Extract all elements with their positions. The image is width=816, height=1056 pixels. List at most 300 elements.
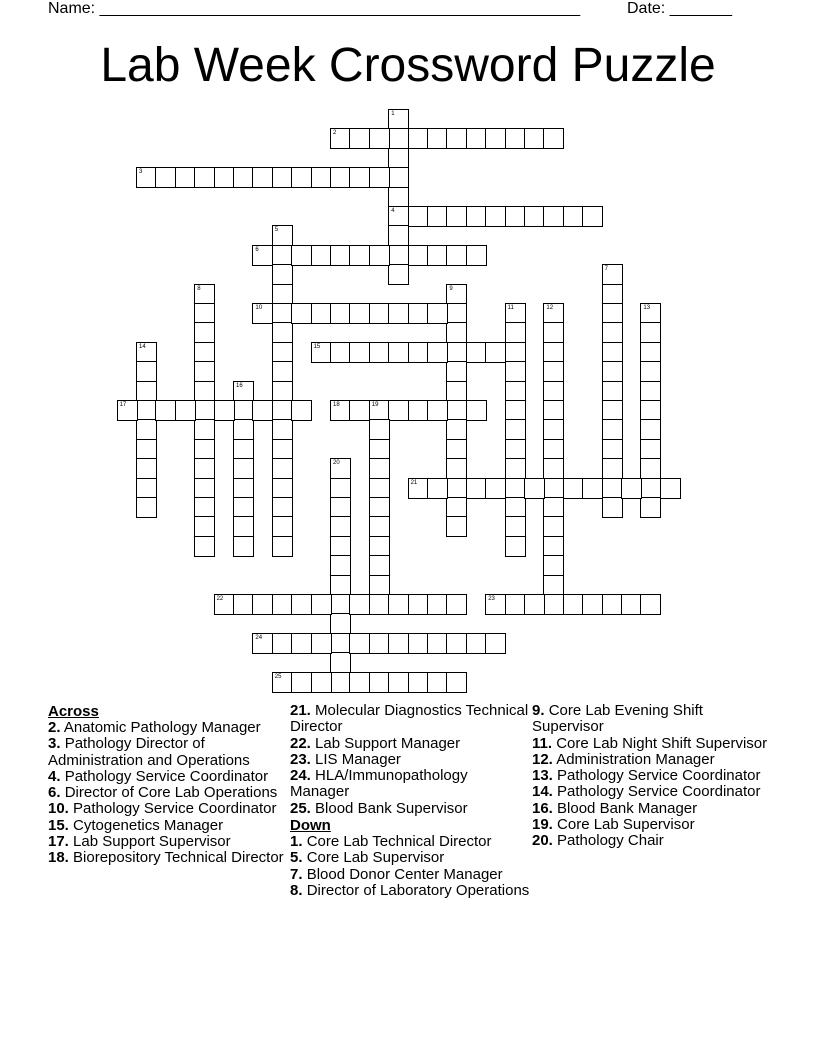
crossword-cell[interactable] [291, 633, 312, 654]
crossword-cell[interactable] [388, 206, 409, 227]
crossword-cell[interactable] [349, 342, 370, 363]
crossword-cell[interactable] [485, 128, 506, 149]
crossword-cell[interactable] [194, 167, 215, 188]
crossword-cell[interactable] [369, 594, 390, 615]
crossword-cell[interactable] [446, 419, 467, 440]
crossword-cell[interactable] [543, 497, 564, 518]
crossword-cell[interactable] [272, 497, 293, 518]
crossword-cell[interactable] [543, 536, 564, 557]
crossword-cell[interactable] [233, 458, 254, 479]
crossword-cell[interactable] [272, 516, 293, 537]
crossword-cell[interactable] [233, 381, 254, 402]
crossword-cell[interactable] [543, 342, 564, 363]
crossword-cell[interactable] [602, 342, 623, 363]
crossword-cell[interactable] [543, 128, 564, 149]
crossword-cell[interactable] [388, 672, 409, 693]
date-field-label: Date: _______ [627, 0, 732, 17]
crossword-cell[interactable] [524, 594, 545, 615]
crossword-cell[interactable] [408, 206, 429, 227]
crossword-cell[interactable] [543, 400, 564, 421]
crossword-cell[interactable] [291, 245, 312, 266]
crossword-cell[interactable] [369, 342, 390, 363]
crossword-cell[interactable] [466, 206, 487, 227]
crossword-cell[interactable] [408, 478, 429, 499]
crossword-cell[interactable] [194, 284, 215, 305]
crossword-cell[interactable] [427, 342, 448, 363]
crossword-cell[interactable] [388, 303, 409, 324]
crossword-cell[interactable] [505, 497, 526, 518]
crossword-cell[interactable] [349, 633, 370, 654]
crossword-cell[interactable] [660, 478, 681, 499]
crossword-cell[interactable] [330, 400, 351, 421]
crossword-cell[interactable] [252, 303, 273, 324]
crossword-cell[interactable] [524, 128, 545, 149]
crossword-cell[interactable] [446, 672, 467, 693]
crossword-cell[interactable] [388, 594, 409, 615]
crossword-cell[interactable] [543, 381, 564, 402]
crossword-cell[interactable] [272, 439, 293, 460]
crossword-cell[interactable] [388, 148, 409, 169]
crossword-cell[interactable] [330, 672, 351, 693]
crossword-cell[interactable] [272, 303, 293, 324]
crossword-cell[interactable] [446, 478, 467, 499]
clue-down-9: 9. Core Lab Evening Shift Supervisor [532, 702, 703, 736]
crossword-cell[interactable] [369, 672, 390, 693]
crossword-cell[interactable] [214, 400, 235, 421]
crossword-cell[interactable] [640, 303, 661, 324]
crossword-cell[interactable] [505, 303, 526, 324]
crossword-cell[interactable] [330, 497, 351, 518]
crossword-cell[interactable] [388, 633, 409, 654]
crossword-cell[interactable] [543, 303, 564, 324]
crossword-cell[interactable] [446, 381, 467, 402]
crossword-cell[interactable] [602, 381, 623, 402]
crossword-cell[interactable] [252, 245, 273, 266]
crossword-cell[interactable] [155, 400, 176, 421]
crossword-cell[interactable] [252, 594, 273, 615]
crossword-cell[interactable] [563, 594, 584, 615]
crossword-cell[interactable] [621, 478, 642, 499]
crossword-cell[interactable] [330, 633, 351, 654]
crossword-cell[interactable] [136, 497, 157, 518]
crossword-cell[interactable] [330, 536, 351, 557]
crossword-cell[interactable] [446, 284, 467, 305]
crossword-cell[interactable] [543, 322, 564, 343]
crossword-cell[interactable] [194, 458, 215, 479]
crossword-cell[interactable] [136, 167, 157, 188]
crossword-cell[interactable] [330, 613, 351, 634]
crossword-cell[interactable] [272, 361, 293, 382]
crossword-cell[interactable] [446, 400, 467, 421]
crossword-cell[interactable] [388, 245, 409, 266]
crossword-cell[interactable] [505, 536, 526, 557]
clue-down-13: 13. Pathology Service Coordinator [532, 767, 761, 785]
crossword-cell[interactable] [602, 458, 623, 479]
crossword-cell[interactable] [369, 400, 390, 421]
crossword-cell[interactable] [388, 400, 409, 421]
crossword-cell[interactable] [640, 400, 661, 421]
across-heading: Across [48, 703, 99, 720]
crossword-cell[interactable] [640, 497, 661, 518]
crossword-cell[interactable] [233, 419, 254, 440]
crossword-cell[interactable] [291, 672, 312, 693]
crossword-cell[interactable] [505, 342, 526, 363]
crossword-cell[interactable] [408, 400, 429, 421]
crossword-cell[interactable] [388, 167, 409, 188]
crossword-cell[interactable] [446, 303, 467, 324]
crossword-cell[interactable] [330, 303, 351, 324]
crossword-cell[interactable] [543, 458, 564, 479]
crossword-cell[interactable] [136, 400, 157, 421]
crossword-cell[interactable] [408, 245, 429, 266]
crossword-cell[interactable] [446, 361, 467, 382]
crossword-cell[interactable] [505, 361, 526, 382]
crossword-cell[interactable] [272, 594, 293, 615]
crossword-cell[interactable] [602, 400, 623, 421]
clue-number: 14 [139, 343, 146, 350]
crossword-cell[interactable] [369, 633, 390, 654]
crossword-cell[interactable] [155, 167, 176, 188]
crossword-cell[interactable] [369, 575, 390, 596]
crossword-cell[interactable] [466, 128, 487, 149]
crossword-cell[interactable] [117, 400, 138, 421]
crossword-cell[interactable] [388, 109, 409, 130]
clue-down-14: 14. Pathology Service Coordinator [532, 783, 761, 801]
crossword-cell[interactable] [446, 245, 467, 266]
crossword-cell[interactable] [427, 128, 448, 149]
crossword-cell[interactable] [272, 400, 293, 421]
crossword-cell[interactable] [485, 342, 506, 363]
crossword-cell[interactable] [505, 206, 526, 227]
crossword-cell[interactable] [505, 458, 526, 479]
crossword-cell[interactable] [446, 342, 467, 363]
crossword-cell[interactable] [640, 361, 661, 382]
crossword-cell[interactable] [408, 633, 429, 654]
crossword-cell[interactable] [543, 478, 564, 499]
crossword-cell[interactable] [136, 478, 157, 499]
crossword-cell[interactable] [272, 245, 293, 266]
crossword-cell[interactable] [330, 128, 351, 149]
crossword-cell[interactable] [640, 381, 661, 402]
crossword-cell[interactable] [408, 672, 429, 693]
crossword-cell[interactable] [194, 303, 215, 324]
clues-column-3 [532, 703, 772, 850]
crossword-cell[interactable] [388, 342, 409, 363]
crossword-cell[interactable] [330, 478, 351, 499]
crossword-cell[interactable] [640, 419, 661, 440]
crossword-cell[interactable] [311, 672, 332, 693]
crossword-cell[interactable] [311, 167, 332, 188]
crossword-cell[interactable] [311, 594, 332, 615]
crossword-cell[interactable] [505, 439, 526, 460]
crossword-cell[interactable] [136, 381, 157, 402]
crossword-cell[interactable] [640, 322, 661, 343]
crossword-cell[interactable] [272, 167, 293, 188]
clue-number: 17 [119, 402, 127, 408]
crossword-cell[interactable] [388, 225, 409, 246]
crossword-cell[interactable] [505, 419, 526, 440]
clue-across-23: 23. LIS Manager [290, 750, 401, 768]
crossword-cell[interactable] [272, 419, 293, 440]
crossword-cell[interactable] [640, 439, 661, 460]
down-heading: Down [290, 817, 331, 835]
crossword-cell[interactable] [272, 458, 293, 479]
crossword-cell[interactable] [349, 594, 370, 615]
crossword-cell[interactable] [194, 536, 215, 557]
crossword-cell[interactable] [427, 245, 448, 266]
crossword-cell[interactable] [582, 206, 603, 227]
crossword-cell[interactable] [272, 342, 293, 363]
clues-column-1 [48, 703, 288, 867]
crossword-cell[interactable] [311, 633, 332, 654]
crossword-cell[interactable] [311, 342, 332, 363]
clue-number: 3 [139, 169, 143, 176]
crossword-cell[interactable] [252, 167, 273, 188]
crossword-cell[interactable] [466, 478, 487, 499]
crossword-cell[interactable] [194, 478, 215, 499]
clue-across-15: 15. Cytogenetics Manager [48, 816, 224, 834]
crossword-cell[interactable] [602, 303, 623, 324]
clue-down-20: 20. Pathology Chair [532, 832, 664, 850]
crossword-cell[interactable] [136, 361, 157, 382]
crossword-cell[interactable] [330, 516, 351, 537]
crossword-cell[interactable] [369, 167, 390, 188]
crossword-cell[interactable] [408, 342, 429, 363]
crossword-cell[interactable] [640, 594, 661, 615]
clues-column-2 [290, 703, 530, 899]
crossword-cell[interactable] [505, 128, 526, 149]
crossword-cell[interactable] [602, 478, 623, 499]
crossword-cell[interactable] [214, 594, 235, 615]
crossword-cell[interactable] [175, 167, 196, 188]
crossword-cell[interactable] [369, 303, 390, 324]
crossword-cell[interactable] [349, 400, 370, 421]
crossword-cell[interactable] [369, 128, 390, 149]
clue-down-5: 5. Core Lab Supervisor [290, 849, 445, 867]
crossword-cell[interactable] [446, 516, 467, 537]
crossword-cell[interactable] [543, 516, 564, 537]
crossword-cell[interactable] [427, 206, 448, 227]
crossword-cell[interactable] [272, 633, 293, 654]
crossword-cell[interactable] [272, 536, 293, 557]
crossword-cell[interactable] [388, 264, 409, 285]
crossword-cell[interactable] [505, 516, 526, 537]
clue-across-4: 4. Pathology Service Coordinator [48, 767, 269, 785]
crossword-cell[interactable] [349, 167, 370, 188]
crossword-cell[interactable] [369, 419, 390, 440]
crossword-cell[interactable] [349, 245, 370, 266]
clue-across-24: 24. HLA/Immunopathology Manager [290, 767, 468, 801]
crossword-cell[interactable] [582, 594, 603, 615]
crossword-cell[interactable] [582, 478, 603, 499]
crossword-cell[interactable] [505, 381, 526, 402]
clue-across-25: 25. Blood Bank Supervisor [290, 799, 468, 817]
crossword-cell[interactable] [543, 361, 564, 382]
crossword-cell[interactable] [233, 400, 254, 421]
crossword-cell[interactable] [505, 322, 526, 343]
crossword-cell[interactable] [252, 400, 273, 421]
crossword-cell[interactable] [427, 303, 448, 324]
crossword-cell[interactable] [466, 400, 487, 421]
crossword-cell[interactable] [388, 187, 409, 208]
crossword-cell[interactable] [446, 322, 467, 343]
crossword-cell[interactable] [311, 303, 332, 324]
crossword-cell[interactable] [330, 458, 351, 479]
crossword-cell[interactable] [602, 361, 623, 382]
crossword-cell[interactable] [272, 225, 293, 246]
crossword-cell[interactable] [408, 594, 429, 615]
crossword-cell[interactable] [543, 439, 564, 460]
crossword-cell[interactable] [233, 439, 254, 460]
crossword-cell[interactable] [427, 672, 448, 693]
clue-number: 19 [371, 402, 379, 408]
crossword-cell[interactable] [136, 419, 157, 440]
crossword-cell[interactable] [640, 342, 661, 363]
crossword-cell[interactable] [369, 516, 390, 537]
crossword-cell[interactable] [194, 439, 215, 460]
crossword-cell[interactable] [233, 516, 254, 537]
crossword-cell[interactable] [466, 633, 487, 654]
crossword-cell[interactable] [621, 594, 642, 615]
crossword-cell[interactable] [349, 672, 370, 693]
crossword-cell[interactable] [602, 419, 623, 440]
crossword-cell[interactable] [330, 342, 351, 363]
crossword-cell[interactable] [136, 439, 157, 460]
crossword-cell[interactable] [485, 206, 506, 227]
crossword-cell[interactable] [194, 400, 215, 421]
crossword-cell[interactable] [388, 128, 409, 149]
crossword-cell[interactable] [524, 478, 545, 499]
crossword-cell[interactable] [602, 594, 623, 615]
crossword-cell[interactable] [291, 167, 312, 188]
crossword-cell[interactable] [602, 322, 623, 343]
crossword-cell[interactable] [485, 633, 506, 654]
crossword-cell[interactable] [505, 400, 526, 421]
crossword-cell[interactable] [485, 594, 506, 615]
crossword-cell[interactable] [349, 303, 370, 324]
crossword-cell[interactable] [543, 594, 564, 615]
clue-across-17: 17. Lab Support Supervisor [48, 833, 231, 851]
crossword-cell[interactable] [543, 419, 564, 440]
crossword-cell[interactable] [505, 478, 526, 499]
crossword-cell[interactable] [408, 128, 429, 149]
crossword-cell[interactable] [446, 497, 467, 518]
crossword-cell[interactable] [543, 575, 564, 596]
crossword-cell[interactable] [408, 303, 429, 324]
crossword-cell[interactable] [563, 206, 584, 227]
crossword-cell[interactable] [349, 128, 370, 149]
crossword-cell[interactable] [446, 633, 467, 654]
crossword-cell[interactable] [485, 478, 506, 499]
crossword-cell[interactable] [194, 342, 215, 363]
crossword-cell[interactable] [446, 439, 467, 460]
crossword-cell[interactable] [272, 284, 293, 305]
clue-across-21: 21. Molecular Diagnostics Technical Director [290, 702, 529, 736]
crossword-cell[interactable] [543, 206, 564, 227]
crossword-cell[interactable] [466, 342, 487, 363]
crossword-cell[interactable] [252, 633, 273, 654]
clue-number: 12 [546, 305, 554, 311]
crossword-cell[interactable] [602, 264, 623, 285]
crossword-cell[interactable] [446, 458, 467, 479]
crossword-cell[interactable] [291, 594, 312, 615]
crossword-cell[interactable] [369, 478, 390, 499]
crossword-cell[interactable] [505, 594, 526, 615]
crossword-cell[interactable] [330, 167, 351, 188]
crossword-cell[interactable] [214, 167, 235, 188]
crossword-cell[interactable] [369, 497, 390, 518]
crossword-cell[interactable] [543, 555, 564, 576]
crossword-cell[interactable] [311, 245, 332, 266]
crossword-cell[interactable] [136, 458, 157, 479]
crossword-cell[interactable] [233, 594, 254, 615]
crossword-cell[interactable] [175, 400, 196, 421]
crossword-cell[interactable] [369, 536, 390, 557]
crossword-cell[interactable] [233, 536, 254, 557]
crossword-cell[interactable] [524, 206, 545, 227]
crossword-cell[interactable] [640, 458, 661, 479]
crossword-cell[interactable] [330, 575, 351, 596]
crossword-cell[interactable] [446, 206, 467, 227]
crossword-cell[interactable] [369, 439, 390, 460]
clue-across-6: 6. Director of Core Lab Operations [48, 784, 278, 802]
crossword-cell[interactable] [330, 594, 351, 615]
crossword-cell[interactable] [194, 516, 215, 537]
crossword-cell[interactable] [194, 381, 215, 402]
clue-number: 10 [255, 305, 263, 311]
clue-down-7: 7. Blood Donor Center Manager [290, 865, 503, 883]
crossword-cell[interactable] [194, 322, 215, 343]
crossword-cell[interactable] [602, 284, 623, 305]
crossword-cell[interactable] [446, 594, 467, 615]
crossword-cell[interactable] [136, 342, 157, 363]
crossword-cell[interactable] [563, 478, 584, 499]
crossword-cell[interactable] [272, 381, 293, 402]
crossword-cell[interactable] [446, 128, 467, 149]
crossword-cell[interactable] [194, 497, 215, 518]
crossword-cell[interactable] [602, 497, 623, 518]
crossword-cell[interactable] [330, 652, 351, 673]
crossword-cell[interactable] [427, 478, 448, 499]
crossword-cell[interactable] [272, 264, 293, 285]
crossword-cell[interactable] [291, 400, 312, 421]
clue-number: 9 [449, 285, 453, 292]
crossword-cell[interactable] [233, 497, 254, 518]
crossword-cell[interactable] [466, 245, 487, 266]
crossword-cell[interactable] [272, 672, 293, 693]
clue-number: 24 [255, 634, 263, 641]
crossword-cell[interactable] [369, 458, 390, 479]
crossword-cell[interactable] [272, 322, 293, 343]
crossword-cell[interactable] [427, 594, 448, 615]
crossword-cell[interactable] [369, 555, 390, 576]
crossword-cell[interactable] [369, 245, 390, 266]
crossword-cell[interactable] [272, 478, 293, 499]
crossword-cell[interactable] [427, 400, 448, 421]
crossword-cell[interactable] [233, 478, 254, 499]
crossword-cell[interactable] [291, 303, 312, 324]
crossword-cell[interactable] [194, 419, 215, 440]
clue-number: 25 [274, 673, 282, 680]
crossword-cell[interactable] [194, 361, 215, 382]
crossword-cell[interactable] [233, 167, 254, 188]
crossword-cell[interactable] [640, 478, 661, 499]
crossword-cell[interactable] [602, 439, 623, 460]
crossword-cell[interactable] [330, 555, 351, 576]
crossword-cell[interactable] [427, 633, 448, 654]
clue-across-10: 10. Pathology Service Coordinator [48, 800, 277, 818]
crossword-cell[interactable] [330, 245, 351, 266]
